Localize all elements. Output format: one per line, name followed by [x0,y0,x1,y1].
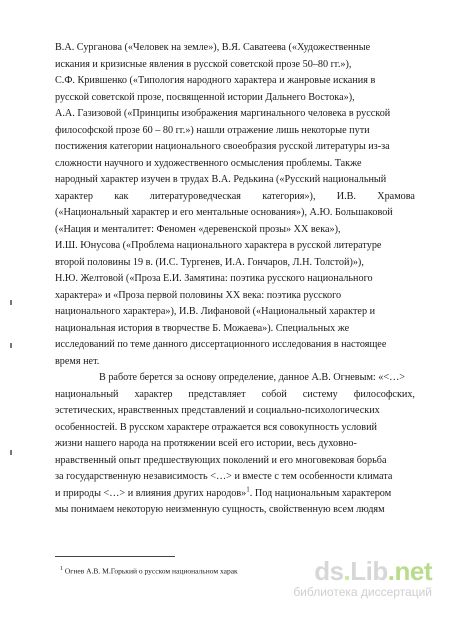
watermark-subtitle: библиотека диссертаций [293,585,432,599]
text-line [55,469,415,486]
line-text: национального характера»), И.В. Лифановой («Национальный характер и [55,306,376,317]
margin-mark [10,343,12,348]
text-line [55,123,415,140]
text-line [55,453,415,470]
line-text: С.Ф. Крившенко («Типология народного характера и жанровые искания в [55,75,376,86]
line-word: представляет [188,388,246,400]
line-word: литературоведческая [149,190,241,202]
line-text-part: и природы <…> и влияния других народов» [55,487,247,499]
text-line [55,354,415,371]
line-text: национальная история в творчестве Б. Можаева»). Специальных же [55,322,350,334]
logo-ds: ds [314,556,344,586]
line-text: русской советской прозе, посвященной истории Дальнего Востока»), [55,91,355,103]
line-word: систему [302,388,338,400]
line-word: собой [261,388,287,400]
footnote-divider [55,556,175,557]
line-text: жизни нашего народа на протяжении всей его истории, весь духовно- [55,438,357,449]
text-line [55,387,415,404]
text-line [55,288,415,305]
line-word: Храмова [377,190,415,202]
text-line [55,238,415,255]
line-text: исследований по теме данного диссертационного исследования в настоящее [55,339,387,350]
line-word: характер [134,388,173,400]
text-line [55,304,415,321]
text-line [55,205,415,222]
line-word: философских, [353,388,415,400]
text-line [55,370,415,387]
logo-net: .net [387,556,432,586]
line-text: время нет. [55,355,100,367]
line-text: особенностей. В русском характере отражается вся совокупность условий [55,421,377,433]
footnote-text: Огнев А.В. М.Горький о русском национальном харак [64,566,238,576]
dslib-watermark [293,557,432,599]
text-line [55,73,415,90]
text-line [55,321,415,338]
line-text: народный характер изучен в трудах В.А. Редькина («Русский национальный [55,174,387,185]
line-text-part: . Под национальным характером [249,487,392,499]
text-line [55,255,415,272]
text-line [55,139,415,156]
text-line [55,420,415,437]
text-line [55,90,415,107]
line-text: В.А. Сурганова («Человек на земле»), В.Я. Саватеева («Художественные [55,42,371,53]
footnote [60,564,238,577]
text-line [55,337,415,354]
text-line [55,436,415,453]
body-text [55,40,415,519]
text-line [55,502,415,519]
line-text: («Нация и менталитет: Феномен «деревенской прозы» XX века»), [55,223,341,235]
line-text: («Национальный характер и его ментальные основания»), А.Ю. Большаковой [55,207,393,218]
line-text: И.Ш. Юнусова («Проблема национального характера в русской литературе [55,240,382,251]
text-line [55,40,415,57]
line-word: национальный [55,388,119,400]
line-text: нравственный опыт предшествующих поколений и его многовековая борьба [55,454,387,466]
line-text [55,486,391,503]
logo-lib: Lib [350,556,388,586]
line-text: Н.Ю. Желтовой («Проза Е.И. Замятина: поэтика русского национального [55,273,373,284]
text-line [55,106,415,123]
logo-dot: . [343,556,351,586]
line-text: философской прозе 60 – 80 гг.») нашли отражение лишь некоторые пути [55,124,370,136]
text-line [55,486,415,503]
line-text: искания и кризисные явления в русской советской прозе 50–80 гг.»), [55,58,352,70]
footnote-ref[interactable]: 1 [246,485,250,494]
text-line [55,271,415,288]
line-text: А.А. Газизовой («Принципы изображения маргинального человека в русской [55,108,391,119]
line-word: характер [55,190,93,202]
text-line [55,403,415,420]
text-line [55,189,415,206]
line-text: второй половины 19 в. (И.С. Тургенев, И.А. Гончаров, Л.Н. Толстой)»), [55,256,364,268]
line-word: И.В. [336,190,356,202]
line-word: как [114,190,129,202]
text-line [55,57,415,74]
line-text: сложности научного и художественного осмысления проблемы. Также [55,157,362,169]
line-word: категория»), [262,190,316,202]
footnote-marker: 1 [60,566,63,572]
text-line [55,222,415,239]
margin-mark [10,450,12,455]
line-text: постижения категории национального своеобразия русской литературы из-за [55,141,390,152]
line-text: эстетических, нравственных представлений и социально-психологических [55,405,380,416]
line-text: В работе берется за основу определение, данное А.В. Огневым: «<…> [99,372,406,383]
dslib-logo [293,557,432,585]
line-text: за государственную независимость <…> и вместе с тем особенности климата [55,471,393,482]
line-text: характера» и «Проза первой половины XX века: поэтика русского [55,289,342,301]
text-line [55,156,415,173]
margin-mark [10,300,12,305]
text-line [55,172,415,189]
line-text: мы понимаем некоторую неизменную сущность, свойственную всем людям [55,504,385,515]
